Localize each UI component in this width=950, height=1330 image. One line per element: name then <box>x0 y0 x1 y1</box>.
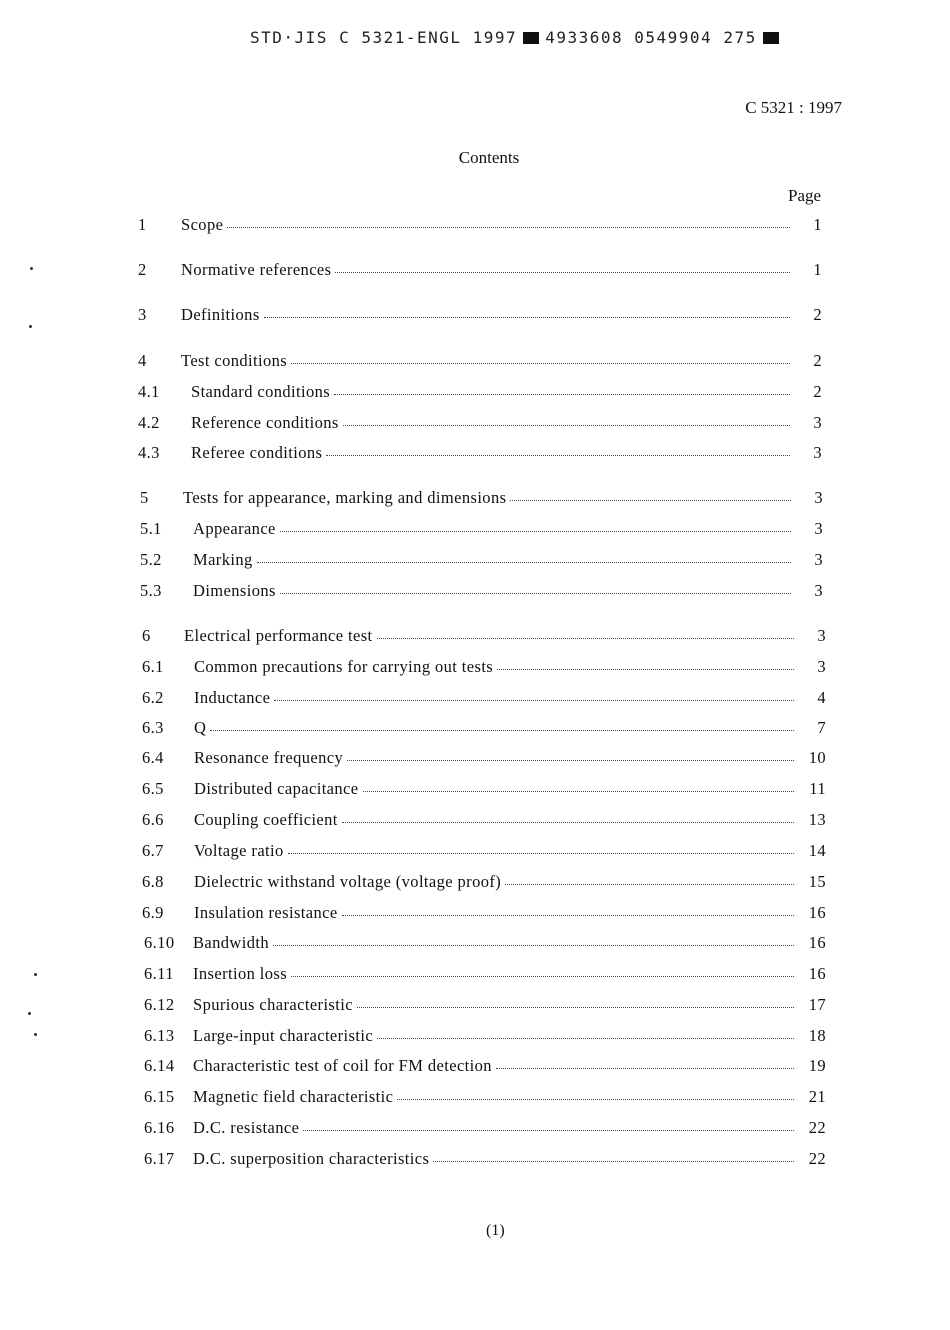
toc-entry-number: 6.5 <box>142 779 164 798</box>
toc-entry-number: 6.17 <box>144 1149 175 1168</box>
toc-leader-dots <box>397 1099 794 1100</box>
toc-entry[interactable] <box>142 872 826 892</box>
toc-entry-title: Tests for appearance, marking and dimensions <box>183 488 507 507</box>
toc-entry-page: 4 <box>817 688 826 707</box>
toc-entry[interactable] <box>144 1056 826 1076</box>
toc-entry[interactable] <box>144 933 826 953</box>
toc-entry-number: 6.6 <box>142 810 164 829</box>
toc-leader-dots <box>347 760 794 761</box>
toc-leader-dots <box>334 394 790 395</box>
toc-entry-number: 6.15 <box>144 1087 175 1106</box>
toc-entry[interactable] <box>142 688 826 708</box>
toc-leader-dots <box>291 976 794 977</box>
toc-entry-number: 6.4 <box>142 748 164 767</box>
toc-leader-dots <box>280 593 791 594</box>
toc-entry-page: 16 <box>808 903 826 922</box>
toc-leader-dots <box>433 1161 794 1162</box>
toc-entry-number: 6.9 <box>142 903 164 922</box>
toc-entry-page: 3 <box>817 626 826 645</box>
toc-entry-page: 13 <box>808 810 826 829</box>
toc-entry[interactable] <box>142 748 826 768</box>
toc-entry-number: 6.8 <box>142 872 164 891</box>
toc-entry[interactable] <box>144 995 826 1015</box>
toc-leader-dots <box>288 853 794 854</box>
toc-entry-page: 3 <box>814 488 823 507</box>
toc-leader-dots <box>264 317 790 318</box>
toc-entry-title: Definitions <box>181 305 260 324</box>
toc-entry-page: 14 <box>808 841 826 860</box>
toc-entry-title: D.C. superposition characteristics <box>193 1149 430 1168</box>
toc-entry[interactable] <box>144 1118 826 1138</box>
toc-leader-dots <box>326 455 790 456</box>
toc-entry-title: Marking <box>193 550 253 569</box>
toc-leader-dots <box>273 945 794 946</box>
toc-leader-dots <box>280 531 791 532</box>
toc-entry-number: 2 <box>138 260 147 279</box>
toc-entry-title: Dimensions <box>193 581 276 600</box>
header-code-mid: 4933608 0549904 275 <box>545 28 757 47</box>
document-header-code <box>250 28 785 47</box>
toc-entry-page: 22 <box>808 1118 826 1137</box>
toc-entry[interactable] <box>138 413 822 433</box>
toc-leader-dots <box>227 227 790 228</box>
toc-entry-title: Distributed capacitance <box>194 779 359 798</box>
scan-speck <box>29 325 32 328</box>
toc-entry-title: Electrical performance test <box>184 626 373 645</box>
toc-entry[interactable] <box>142 841 826 861</box>
toc-entry-page: 19 <box>808 1056 826 1075</box>
toc-entry-number: 6.1 <box>142 657 164 676</box>
toc-entry-title: Insulation resistance <box>194 903 338 922</box>
toc-entry-number: 6.12 <box>144 995 175 1014</box>
toc-entry-title: Magnetic field characteristic <box>193 1087 394 1106</box>
toc-leader-dots <box>377 1038 794 1039</box>
toc-entry-page: 18 <box>808 1026 826 1045</box>
toc-entry[interactable] <box>138 351 822 371</box>
toc-entry-title: Coupling coefficient <box>194 810 338 829</box>
toc-entry[interactable] <box>138 382 822 402</box>
footer-page-number: (1) <box>486 1222 505 1239</box>
toc-entry-page: 11 <box>809 779 826 798</box>
toc-entry-page: 2 <box>813 351 822 370</box>
toc-entry-title: Common precautions for carrying out tests <box>194 657 494 676</box>
toc-entry-number: 5 <box>140 488 149 507</box>
toc-entry-page: 3 <box>814 519 823 538</box>
toc-entry[interactable] <box>144 964 826 984</box>
toc-entry[interactable] <box>142 810 826 830</box>
toc-entry[interactable] <box>138 260 822 280</box>
toc-leader-dots <box>342 915 794 916</box>
toc-entry-page: 3 <box>813 443 822 462</box>
toc-entry-page: 3 <box>814 550 823 569</box>
toc-leader-dots <box>497 669 794 670</box>
toc-entry-number: 1 <box>138 215 147 234</box>
toc-entry-page: 10 <box>808 748 826 767</box>
redaction-block <box>523 32 539 44</box>
toc-entry[interactable] <box>142 718 826 738</box>
toc-entry-number: 6.3 <box>142 718 164 737</box>
toc-entry[interactable] <box>140 550 823 570</box>
toc-entry-page: 2 <box>813 305 822 324</box>
toc-entry[interactable] <box>144 1087 826 1107</box>
toc-entry[interactable] <box>144 1149 826 1169</box>
toc-entry[interactable] <box>140 519 823 539</box>
scan-speck <box>30 267 33 270</box>
toc-entry-number: 4.3 <box>138 443 160 462</box>
toc-entry-page: 22 <box>808 1149 826 1168</box>
header-code-left: STD·JIS C 5321-ENGL 1997 <box>250 28 518 47</box>
toc-entry-title: Q <box>194 718 207 737</box>
toc-entry-number: 6.2 <box>142 688 164 707</box>
toc-entry-number: 4.2 <box>138 413 160 432</box>
toc-leader-dots <box>343 425 790 426</box>
toc-entry-number: 5.1 <box>140 519 162 538</box>
toc-entry-page: 15 <box>808 872 826 891</box>
toc-entry-number: 6 <box>142 626 151 645</box>
toc-entry-title: D.C. resistance <box>193 1118 300 1137</box>
toc-leader-dots <box>510 500 791 501</box>
toc-leader-dots <box>274 700 794 701</box>
toc-entry-page: 16 <box>808 933 826 952</box>
toc-entry-number: 4 <box>138 351 147 370</box>
toc-entry[interactable] <box>138 215 822 235</box>
toc-entry-page: 16 <box>808 964 826 983</box>
toc-entry-title: Resonance frequency <box>194 748 344 767</box>
toc-leader-dots <box>257 562 791 563</box>
toc-entry[interactable] <box>138 305 822 325</box>
redaction-block <box>763 32 779 44</box>
toc-entry-page: 21 <box>808 1087 826 1106</box>
toc-entry-title: Normative references <box>181 260 332 279</box>
toc-entry-number: 6.7 <box>142 841 164 860</box>
toc-entry-page: 3 <box>814 581 823 600</box>
toc-entry-page: 3 <box>817 657 826 676</box>
toc-entry-title: Appearance <box>193 519 276 538</box>
toc-leader-dots <box>210 730 794 731</box>
toc-entry-title: Referee conditions <box>191 443 323 462</box>
toc-entry[interactable] <box>144 1026 826 1046</box>
toc-entry-title: Voltage ratio <box>194 841 284 860</box>
toc-entry-page: 2 <box>813 382 822 401</box>
toc-leader-dots <box>335 272 790 273</box>
toc-entry-title: Large-input characteristic <box>193 1026 374 1045</box>
toc-entry-page: 1 <box>813 215 822 234</box>
toc-entry-title: Dielectric withstand voltage (voltage proof) <box>194 872 502 891</box>
toc-leader-dots <box>363 791 795 792</box>
toc-entry-page: 7 <box>817 718 826 737</box>
toc-leader-dots <box>303 1130 794 1131</box>
toc-entry[interactable] <box>142 626 826 646</box>
toc-entry-title: Insertion loss <box>193 964 288 983</box>
toc-entry-title: Bandwidth <box>193 933 270 952</box>
toc-leader-dots <box>357 1007 794 1008</box>
scan-speck <box>34 1033 37 1036</box>
toc-entry-title: Test conditions <box>181 351 288 370</box>
toc-entry-number: 3 <box>138 305 147 324</box>
toc-entry-page: 1 <box>813 260 822 279</box>
toc-entry-title: Scope <box>181 215 224 234</box>
contents-title: Contents <box>458 148 520 167</box>
toc-entry-title: Inductance <box>194 688 271 707</box>
toc-leader-dots <box>505 884 794 885</box>
toc-entry-number: 4.1 <box>138 382 160 401</box>
toc-leader-dots <box>291 363 790 364</box>
toc-leader-dots <box>342 822 794 823</box>
toc-entry-number: 5.3 <box>140 581 162 600</box>
toc-entry[interactable] <box>138 443 822 463</box>
page-column-label: Page <box>788 186 822 205</box>
toc-entry[interactable] <box>140 488 823 508</box>
toc-leader-dots <box>377 638 794 639</box>
toc-entry-page: 3 <box>813 413 822 432</box>
toc-leader-dots <box>496 1068 794 1069</box>
toc-entry-title: Reference conditions <box>191 413 339 432</box>
toc-entry[interactable] <box>142 779 826 799</box>
toc-entry-page: 17 <box>808 995 826 1014</box>
toc-entry-number: 6.13 <box>144 1026 175 1045</box>
standard-number: C 5321 : 1997 <box>745 98 842 117</box>
toc-entry-title: Spurious characteristic <box>193 995 353 1014</box>
toc-entry[interactable] <box>142 657 826 677</box>
toc-entry-number: 6.11 <box>144 964 174 983</box>
toc-entry-number: 6.10 <box>144 933 175 952</box>
scan-speck <box>34 973 37 976</box>
toc-entry-number: 5.2 <box>140 550 162 569</box>
scan-speck <box>28 1012 31 1015</box>
toc-entry[interactable] <box>142 903 826 923</box>
toc-entry-title: Standard conditions <box>191 382 331 401</box>
toc-entry-number: 6.16 <box>144 1118 175 1137</box>
toc-entry-number: 6.14 <box>144 1056 175 1075</box>
toc-entry-title: Characteristic test of coil for FM detection <box>193 1056 492 1075</box>
toc-entry[interactable] <box>140 581 823 601</box>
